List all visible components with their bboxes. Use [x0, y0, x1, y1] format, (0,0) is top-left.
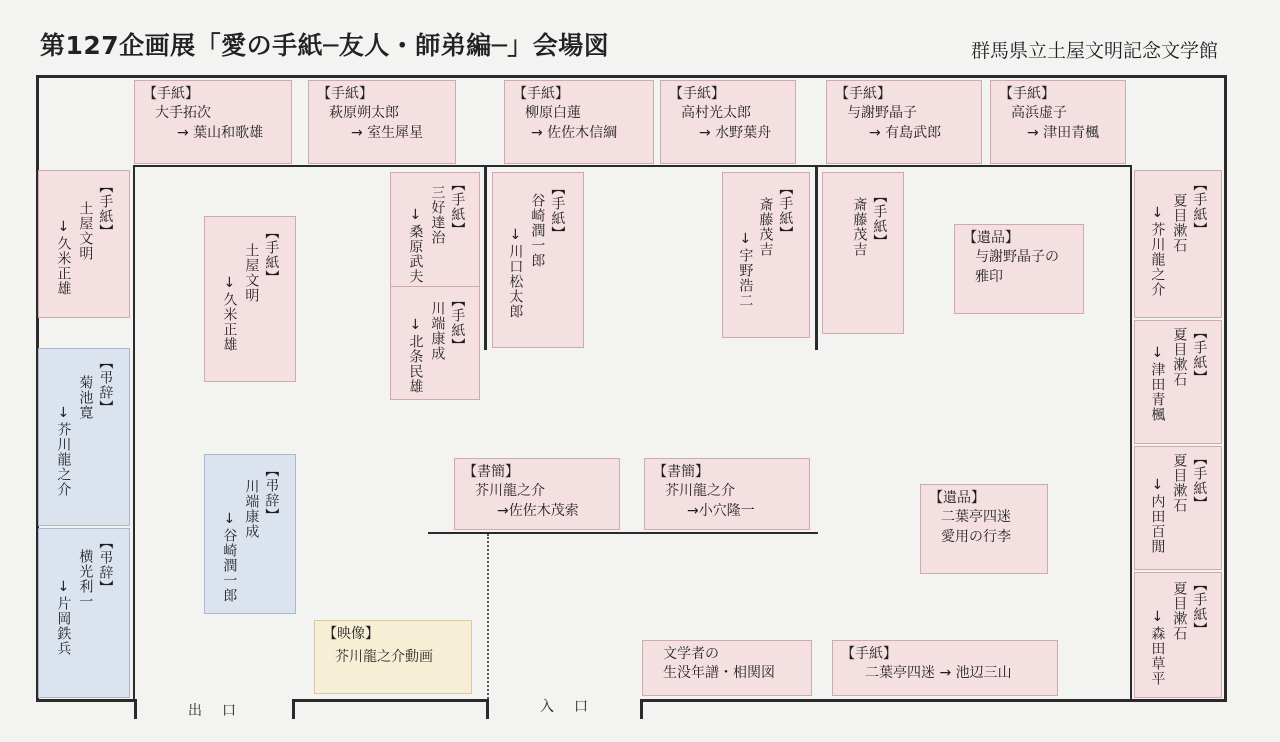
- exhibit-relic-yosano: [954, 224, 1084, 314]
- exhibit-recipient: ↓桑原武夫: [407, 207, 424, 284]
- exhibit-letter-tanizaki: [492, 172, 584, 348]
- exhibit-chronology: [642, 640, 812, 696]
- exhibit-relic-futabatei: [920, 484, 1048, 574]
- wall-bottom-2: [292, 699, 488, 702]
- wall-bottom-3: [640, 699, 1227, 702]
- exhibit-recipient: ↓久米正雄: [55, 219, 72, 296]
- exhibit-sender: 夏目漱石: [1171, 581, 1188, 641]
- exhibit-item-detail: 雅印: [975, 268, 1003, 285]
- exhibit-category: 【書簡】: [653, 464, 709, 480]
- exhibit-sender: 谷崎潤一郎: [529, 193, 546, 268]
- exhibit-letter-natsume-3: [1134, 446, 1222, 570]
- exhibit-recipient: → 葉山和歌雄: [177, 124, 264, 141]
- exhibit-letter-saito-1: [722, 172, 810, 338]
- exhibit-letter-takamura: [660, 80, 796, 164]
- exhibit-sender: 与謝野晶子: [847, 105, 917, 122]
- page-title: 第127企画展「愛の手紙─友人・師弟編─」会場図: [40, 31, 610, 60]
- exhibit-sender: 大手拓次: [155, 105, 211, 122]
- exhibit-item: 二葉亭四迷 → 池辺三山: [865, 665, 1012, 682]
- exhibit-category: 【手紙】: [777, 181, 794, 241]
- exhibit-letter-akutagawa-sasaki: [454, 458, 620, 530]
- exhibit-letter-natsume-1: [1134, 170, 1222, 318]
- exhibit-video-akutagawa: [314, 620, 472, 694]
- exhibit-recipient: ↓内田百閒: [1149, 477, 1166, 554]
- exhibit-letter-futabatei: [832, 640, 1058, 696]
- exhibit-recipient: ↓芥川龍之介: [55, 405, 72, 497]
- exhibit-eulogy-kawabata: [204, 454, 296, 614]
- exhibit-sender: 夏目漱石: [1171, 193, 1188, 253]
- wall-bottom-1: [36, 699, 136, 702]
- exhibit-category: 【手紙】: [1191, 325, 1208, 385]
- exhibit-letter-tsuchiya-1: [38, 170, 130, 318]
- partition-center-right: [815, 165, 818, 350]
- exhibit-recipient: →小穴隆一: [687, 502, 755, 519]
- exhibit-item-detail: 生没年譜・相関図: [663, 665, 775, 682]
- exhibit-letter-otte: [134, 80, 292, 164]
- exhibit-category: 【手紙】: [449, 293, 466, 353]
- exhibit-category: 【遺品】: [963, 230, 1019, 246]
- exhibit-recipient: ↓森田草平: [1149, 609, 1166, 686]
- exhibit-category: 【手紙】: [513, 86, 569, 102]
- exhibit-category: 【手紙】: [549, 181, 566, 241]
- partition-inner-top: [134, 165, 1130, 167]
- exit-label: 出口: [188, 703, 256, 719]
- exhibit-recipient: → 津田青楓: [1027, 124, 1100, 141]
- exhibit-category: 【手紙】: [999, 86, 1055, 102]
- exhibit-category: 【手紙】: [263, 225, 280, 285]
- exhibit-sender: 夏目漱石: [1171, 327, 1188, 387]
- exhibit-recipient: ↓芥川龍之介: [1149, 205, 1166, 297]
- exhibit-recipient: ↓久米正雄: [221, 275, 238, 352]
- exhibit-recipient: → 室生犀星: [351, 124, 424, 141]
- partition-inner-right: [1130, 165, 1132, 699]
- dotted-guide: [487, 534, 489, 699]
- exhibit-sender: 夏目漱石: [1171, 453, 1188, 513]
- exhibit-letter-miyoshi: [390, 172, 480, 298]
- exhibit-category: 【遺品】: [929, 490, 985, 506]
- exhibit-category: 【手紙】: [1191, 577, 1208, 637]
- exhibit-sender: 三好達治: [429, 185, 446, 245]
- exhibit-letter-yosano: [826, 80, 982, 164]
- exhibit-recipient: → 有島武郎: [869, 124, 942, 141]
- exhibit-eulogy-kikuchi: [38, 348, 130, 526]
- exhibit-sender: 柳原白蓮: [525, 105, 581, 122]
- exhibit-category: 【弔辞】: [97, 355, 114, 415]
- wall-top-right: [634, 75, 1226, 78]
- exhibit-letter-yanagihara: [504, 80, 654, 164]
- exhibit-recipient: ↓谷崎潤一郎: [221, 511, 238, 603]
- exhibit-category: 【手紙】: [1191, 177, 1208, 237]
- exhibit-letter-kawabata: [390, 286, 480, 400]
- exhibit-category: 【手紙】: [449, 177, 466, 237]
- exhibit-item-detail: 愛用の行李: [941, 528, 1011, 545]
- exhibit-recipient: ↓津田青楓: [1149, 345, 1166, 422]
- exhibit-recipient: →佐佐木茂索: [497, 502, 579, 519]
- door-post-1: [134, 699, 137, 719]
- partition-inner-left: [133, 165, 135, 699]
- exhibit-sender: 土屋文明: [77, 201, 94, 261]
- exhibit-eulogy-yokomitsu: [38, 528, 130, 698]
- exhibit-recipient: → 佐佐木信綱: [531, 124, 618, 141]
- exhibit-sender: 高浜虚子: [1011, 105, 1067, 122]
- exhibit-letter-hagiwara: [308, 80, 456, 164]
- exhibit-letter-takahama: [990, 80, 1126, 164]
- exhibit-category: 【手紙】: [143, 86, 199, 102]
- exhibit-sender: 萩原朔太郎: [329, 105, 399, 122]
- exhibit-category: 【弔辞】: [263, 463, 280, 523]
- exhibit-category: 【弔辞】: [97, 535, 114, 595]
- door-post-2: [292, 699, 295, 719]
- wall-top-left: [36, 75, 634, 78]
- exhibit-category: 【手紙】: [1191, 451, 1208, 511]
- exhibit-sender: 斎藤茂吉: [851, 197, 868, 257]
- exhibit-item: 二葉亭四迷: [941, 509, 1011, 526]
- entrance-label: 入口: [540, 699, 608, 715]
- exhibit-item: 芥川龍之介動画: [335, 649, 433, 666]
- exhibit-sender: 菊池寛: [77, 375, 94, 420]
- exhibit-category: 【映像】: [323, 626, 379, 642]
- exhibit-letter-tsuchiya-2: [204, 216, 296, 382]
- exhibit-category: 【手紙】: [841, 646, 897, 662]
- exhibit-letter-akutagawa-oana: [644, 458, 810, 530]
- exhibit-sender: 芥川龍之介: [475, 483, 545, 500]
- exhibit-item: 文学者の: [663, 646, 719, 662]
- partition-center-left: [484, 165, 487, 350]
- exhibit-sender: 高村光太郎: [681, 105, 751, 122]
- exhibit-letter-saito-2: [822, 172, 904, 334]
- wall-right: [1224, 75, 1227, 701]
- exhibit-sender: 土屋文明: [243, 243, 260, 303]
- exhibit-sender: 芥川龍之介: [665, 483, 735, 500]
- exhibit-sender: 川端康成: [429, 301, 446, 361]
- exhibit-category: 【手紙】: [669, 86, 725, 102]
- exhibit-recipient: ↓北条民雄: [407, 317, 424, 394]
- exhibit-item: 与謝野晶子の: [975, 249, 1059, 266]
- exhibit-category: 【書簡】: [463, 464, 519, 480]
- exhibit-letter-natsume-4: [1134, 572, 1222, 698]
- exhibit-recipient: ↓川口松太郎: [507, 227, 524, 319]
- exhibit-recipient: ↓片岡鉄兵: [55, 579, 72, 656]
- exhibit-recipient: ↓宇野浩二: [737, 231, 754, 308]
- organization-name: 群馬県立土屋文明記念文学館: [970, 40, 1218, 62]
- exhibit-category: 【手紙】: [835, 86, 891, 102]
- exhibit-category: 【手紙】: [97, 179, 114, 239]
- exhibit-recipient: → 水野葉舟: [699, 124, 772, 141]
- exhibit-sender: 川端康成: [243, 479, 260, 539]
- door-post-4: [640, 699, 643, 719]
- exhibit-category: 【手紙】: [871, 189, 888, 249]
- exhibit-letter-natsume-2: [1134, 320, 1222, 444]
- exhibit-sender: 斎藤茂吉: [757, 197, 774, 257]
- exhibit-category: 【手紙】: [317, 86, 373, 102]
- exhibit-sender: 横光利一: [77, 549, 94, 609]
- door-post-3: [486, 699, 489, 719]
